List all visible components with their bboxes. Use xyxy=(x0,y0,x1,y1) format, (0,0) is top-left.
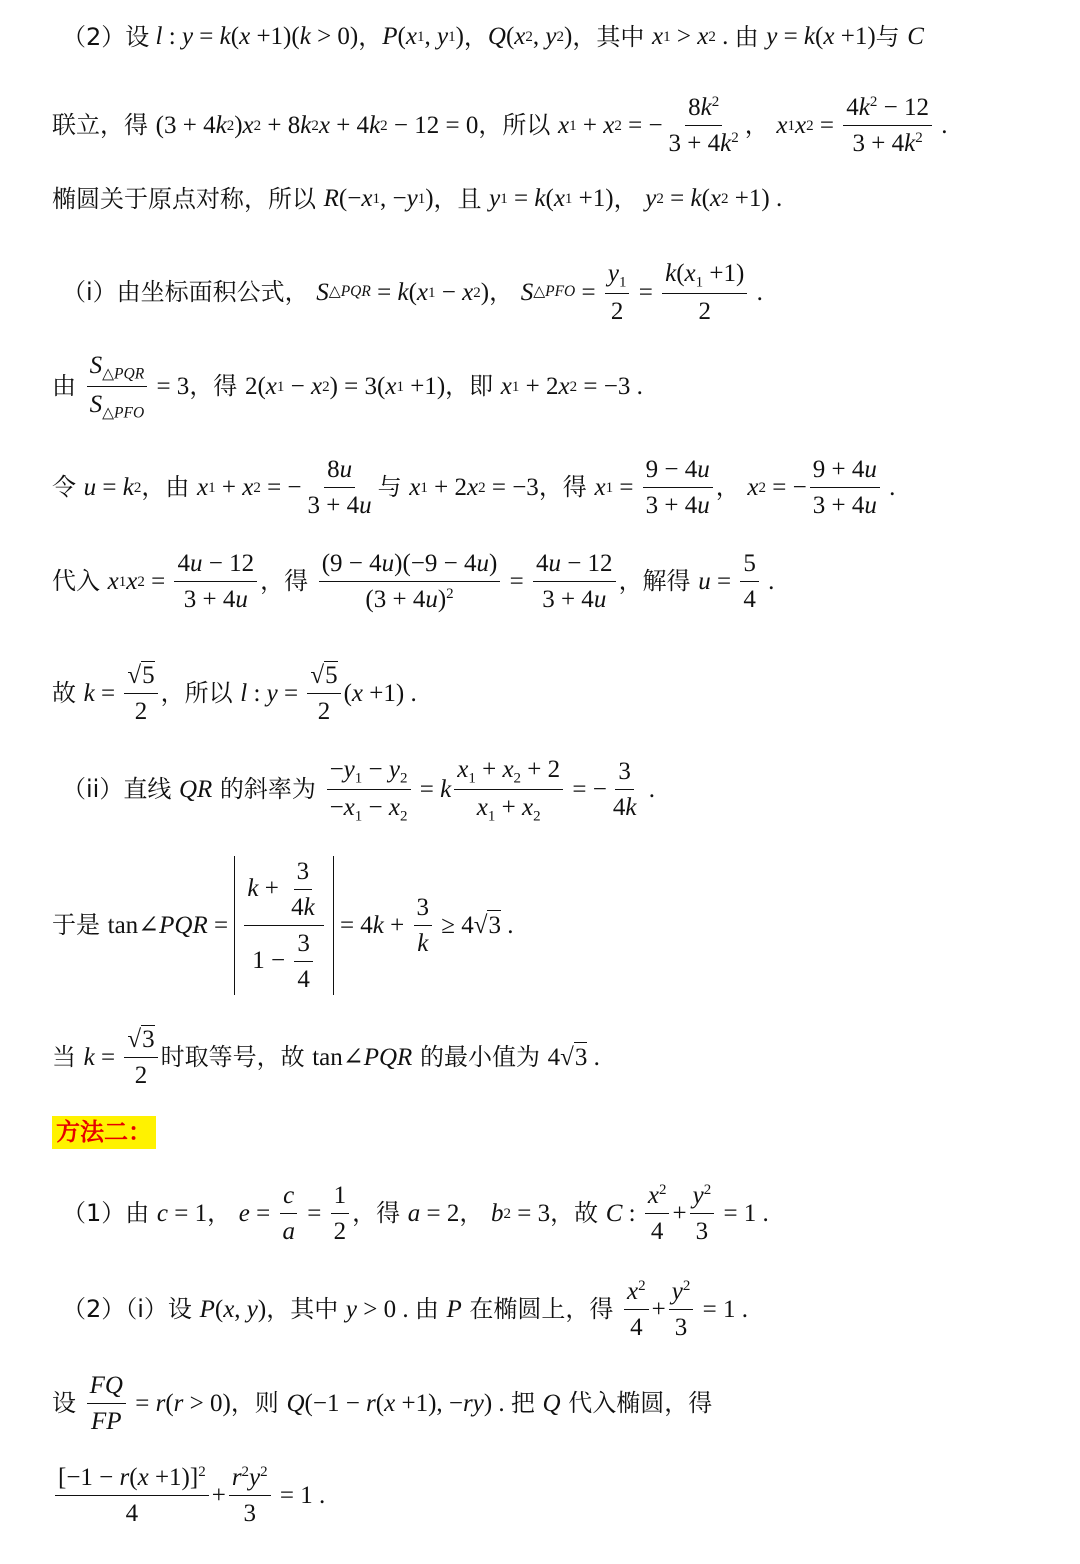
line-14: （2）（i）设 P ( x , y ) ，其中 y > 0 . 由 P 在椭圆上，得 $\frac{x^2}{4}$ + $\frac{y^2}{3}$ = 1 . xyxy=(62,1278,748,1341)
line-16: $\frac{[-1 - r(x +1)]^2}{4}$ + $\frac{r^2y^2}{3}$ = 1 . xyxy=(52,1462,1072,1529)
line-4: （i）由坐标面积公式， S △PQR = k ( x 1 − x 2 ) ， S △PFO = $\frac{y_1}{2}$ = $\frac{k(x_1 +1)}{2}$ . xyxy=(62,260,763,326)
line-15: 设 $\frac{FQ}{FP}$ = r ( r > 0) ，则 Q (−1 − r ( x +1), − ry ) . 把 Q 代入椭圆，得 xyxy=(52,1372,713,1435)
line-8: 故 k = $\frac{√5}{2}$ ，所以 l : y = $\frac{√5}{2}$ ( x +1) . xyxy=(52,662,417,725)
line-1: （2）设 l : y = k ( x +1)( k > 0) ， P ( x 1 , y 1 ) ， Q ( x 2 , y 2 ) ，其中 x 1 > x 2 . 由 y = k ( x +1) 与 C xyxy=(62,22,924,51)
line-10: 于是 tan∠ PQR = k + $\frac{3}{4k}$ 1 − $\frac{3}{4}$ = 4 k + $\frac{3}{k}$ ≥ 4√ 3 . xyxy=(52,858,514,993)
line-13: （1）由 c = 1 ， e = $\frac{c}{a}$ = $\frac{1}{2}$ ，得 a = 2 ， b 2 = 3 ，故 C : $\frac{x^2}{4}$ + $\frac{y^2}{3}$ = 1 . xyxy=(62,1182,769,1245)
line-7: 代入 x 1 x 2 = $\frac{4u - 12}{3 + 4u}$ ，得 $\frac{(9 - 4u)(-9 - 4u)}{(3 + 4u)^2}$ = $\frac{4u - 12}{3 + 4u}$ ，解得 u = $\frac{5}{4}$ . xyxy=(52,550,775,613)
line-3: 椭圆关于原点对称，所以 R (− x 1 , − y 1 ) ，且 y 1 = k ( x 1 +1) ， y 2 = k ( x 2 +1) . xyxy=(52,184,783,213)
line-2: 联立，得 (3 + 4 k 2 ) x 2 + 8 k 2 x + 4 k 2 − 12 = 0 ，所以 x 1 + x 2 = − $\frac{8k^2}{3 + 4k^2}$ ， x 1 x 2 = $\frac{4k^2 - 12}{3 + 4k^2}$ . xyxy=(52,94,948,157)
line-12 xyxy=(52,1116,1072,1149)
line-11: 当 k = $\frac{√3}{2}$ 时取等号，故 tan∠ PQR 的最小值为 4√ 3 . xyxy=(52,1026,600,1089)
line-5: 由 $\frac{S_{\triangle PQR}}{S_{\triangle PFO}}$ = 3 ，得 2( x 1 − x 2 ) = 3( x 1 +1) ，即 x 1 + 2 x 2 = −3 . xyxy=(52,352,643,422)
method-two-heading: 方法二： xyxy=(52,1116,156,1149)
line-6: 令 u = k 2 ，由 x 1 + x 2 = − $\frac{8u}{3 + 4u}$ 与 x 1 + 2 x 2 = −3 ，得 x 1 = $\frac{9 - 4u}{3 + 4u}$ ， x 2 = − $\frac{9 + 4u}{3 + 4u}$ . xyxy=(52,456,896,519)
line-9: （ii）直线 QR 的斜率为 $\frac{-y_1 - y_2}{-x_1 - x_2}$ = k $\frac{x_1 + x_2 + 2}{x_1 + x_2}$ = − $\frac{3}{4k}$ . xyxy=(62,756,655,825)
